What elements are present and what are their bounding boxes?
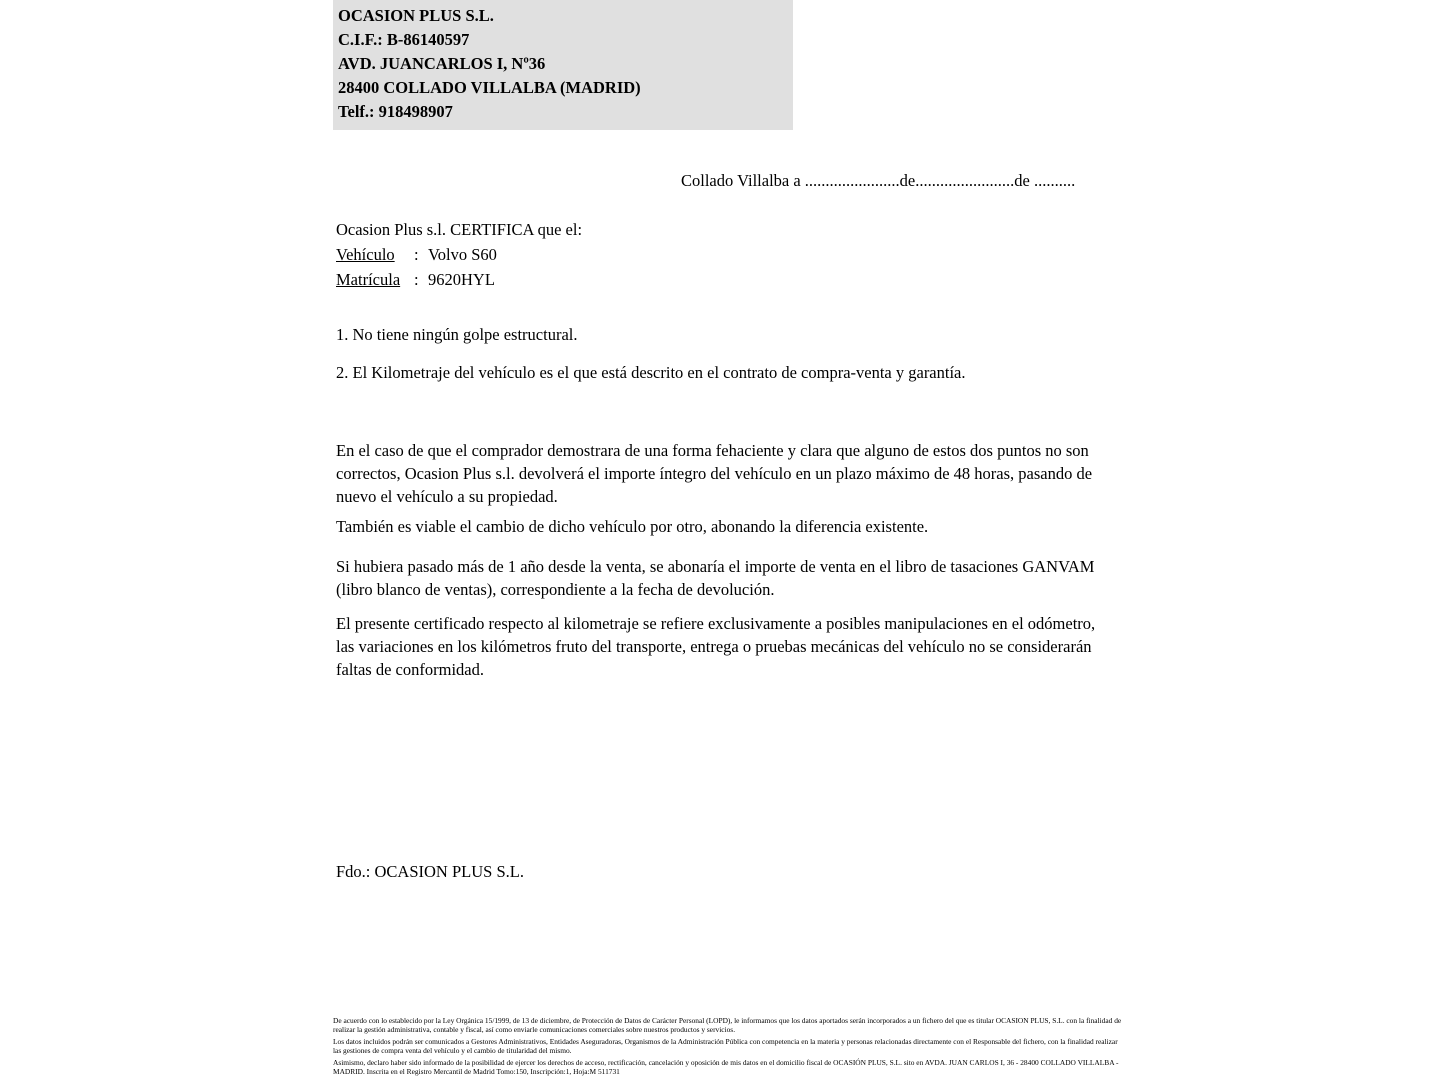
legal-paragraph-2: Los datos incluidos podrán ser comunicados a Gestores Administrativos, Entidades Aseguradoras, Organismos de la Administración Pública con competencia en la materia y personas relacionadas directamente con el Responsable del fichero, con la finalidad realizar las gestiones de compra venta del vehículo y el cambio de titularidad del mismo. <box>333 1036 1118 1056</box>
legal-notice <box>333 1016 1123 1076</box>
signature-line: Fdo.: OCASION PLUS S.L. <box>336 862 524 881</box>
certifies-intro: Ocasion Plus s.l. CERTIFICA que el: <box>336 220 583 239</box>
plate-field <box>336 267 582 292</box>
plate-separator: : <box>414 270 419 289</box>
company-address: AVD. JUANCARLOS I, Nº36 <box>338 54 546 73</box>
vehicle-field <box>336 242 582 267</box>
vehicle-label: Vehículo <box>336 245 395 264</box>
paragraph-refund-terms: En el caso de que el comprador demostrara de una forma fehaciente y clara que alguno de estos dos puntos no son correctos, Ocasion Plus s.l. devolverá el importe íntegro del vehículo en un plazo máximo de 48 horas, pasando de nuevo el vehículo a su propiedad. <box>336 441 1093 506</box>
date-line: Collado Villalba a .......................de........................de .......... <box>681 171 1076 190</box>
company-cif: C.I.F.: B-86140597 <box>338 30 470 49</box>
plate-value: 9620HYL <box>428 270 495 289</box>
company-phone: Telf.: 918498907 <box>338 102 453 121</box>
paragraph-one-year-clause: Si hubiera pasado más de 1 año desde la venta, se abonaría el importe de venta en el libro de tasaciones GANVAM (libro blanco de ventas), correspondiente a la fecha de devolución. <box>336 557 1095 599</box>
clause-item-2: 2. El Kilometraje del vehículo es el que está descrito en el contrato de compra-venta y garantía. <box>336 363 966 382</box>
paragraph-exchange-option: También es viable el cambio de dicho vehículo por otro, abonando la diferencia existente. <box>336 517 929 536</box>
certification-block <box>336 217 582 292</box>
vehicle-separator: : <box>414 245 419 264</box>
paragraph-mileage-scope: El presente certificado respecto al kilometraje se refiere exclusivamente a posibles manipulaciones en el odómetro, las variaciones en los kilómetros fruto del transporte, entrega o pruebas mecánicas del vehículo no se considerarán faltas de conformidad. <box>336 614 1096 679</box>
company-name: OCASION PLUS S.L. <box>338 6 494 25</box>
vehicle-value: Volvo S60 <box>428 245 497 264</box>
company-city: 28400 COLLADO VILLALBA (MADRID) <box>338 78 641 97</box>
legal-paragraph-3: Asimismo, declaro haber sido informado de la posibilidad de ejercer los derechos de acceso, rectificación, cancelación y oposición de mis datos en el domicilio fiscal de OCASIÓN PLUS, S.L. sito en AVDA. JUAN CARLOS I, 36 - 28400 COLLADO VILLALBA - MADRID. Inscrita en el Registro Mercantil de Madrid Tomo:150, Inscripción:1, Hoja:M 511731 <box>333 1057 1119 1077</box>
company-letterhead <box>333 0 793 130</box>
legal-paragraph-1: De acuerdo con lo establecido por la Ley Orgánica 15/1999, de 13 de diciembre, de Protección de Datos de Carácter Personal (LOPD), le informamos que los datos aportados serán incorporados a un fichero del que es titular OCASION PLUS, S.L. con la finalidad de realizar la gestión administrativa, contable y fiscal, así como enviarle comunicaciones comerciales sobre nuestros productos y servicios. <box>333 1016 1122 1035</box>
plate-label: Matrícula <box>336 270 401 289</box>
clause-item-1: 1. No tiene ningún golpe estructural. <box>336 325 578 344</box>
